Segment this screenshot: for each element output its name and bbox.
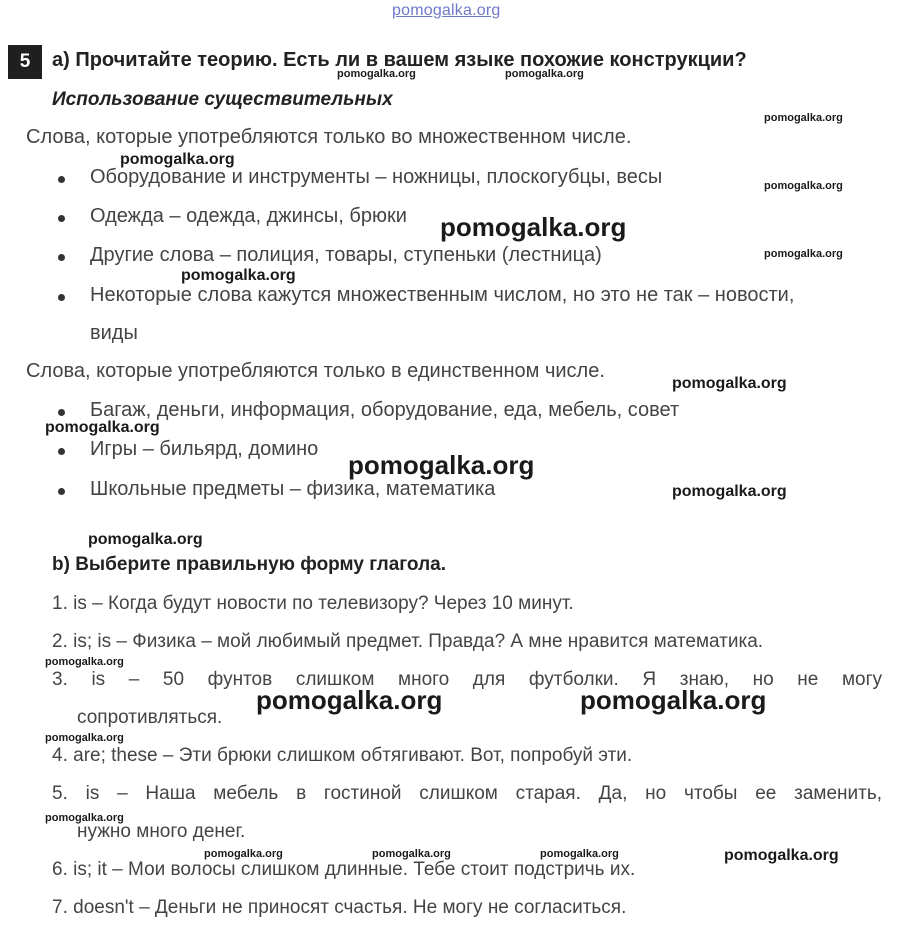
task-b-title: b) Выберите правильную форму глагола. [52, 554, 446, 575]
plural-item-2: Одежда – одежда, джинсы, брюки [90, 205, 407, 227]
watermark: pomogalka.org [204, 848, 283, 860]
plural-item-4-cont: виды [90, 322, 138, 344]
watermark: pomogalka.org [372, 848, 451, 860]
watermark: pomogalka.org [672, 483, 787, 500]
watermark: pomogalka.org [672, 375, 787, 392]
watermark: pomogalka.org [724, 847, 839, 864]
watermark: pomogalka.org [505, 68, 584, 80]
watermark: pomogalka.org [764, 112, 843, 124]
watermark: pomogalka.org [181, 267, 296, 284]
answer-5-cont: нужно много денег. [77, 821, 246, 842]
answer-3-cont: сопротивляться. [77, 707, 223, 728]
section-subheading: Использование существительных [52, 89, 393, 110]
watermark: pomogalka.org [764, 248, 843, 260]
task-a-title: а) Прочитайте теорию. Есть ли в вашем языке похожие конструкции? [52, 49, 747, 71]
watermark: pomogalka.org [540, 848, 619, 860]
answer-3: 3. is – 50 фунтов слишком много для футболки. Я знаю, но не могу [52, 669, 882, 690]
singular-intro: Слова, которые употребляются только в единственном числе. [26, 360, 605, 382]
watermark: pomogalka.org [440, 212, 627, 242]
watermark: pomogalka.org [764, 180, 843, 192]
watermark: pomogalka.org [45, 812, 124, 824]
watermark: pomogalka.org [88, 531, 203, 548]
watermark: pomogalka.org [337, 68, 416, 80]
singular-item-1: Багаж, деньги, информация, оборудование, еда, мебель, совет [90, 399, 680, 421]
singular-item-3: Школьные предметы – физика, математика [90, 478, 496, 500]
watermark: pomogalka.org [256, 685, 443, 715]
task-number-badge: 5 [8, 45, 42, 79]
answer-5: 5. is – Наша мебель в гостиной слишком старая. Да, но чтобы ее заменить, [52, 783, 882, 804]
answer-1: 1. is – Когда будут новости по телевизору? Через 10 минут. [52, 593, 574, 614]
site-link[interactable]: pomogalka.org [392, 2, 501, 19]
answer-4: 4. are; these – Эти брюки слишком обтягивают. Вот, попробуй эти. [52, 745, 633, 766]
plural-intro: Слова, которые употребляются только во множественном числе. [26, 126, 632, 148]
watermark: pomogalka.org [45, 656, 124, 668]
watermark: pomogalka.org [348, 450, 535, 480]
plural-item-4: Некоторые слова кажутся множественным числом, но это не так – новости, [90, 284, 795, 306]
plural-item-1: Оборудование и инструменты – ножницы, плоскогубцы, весы [90, 166, 663, 188]
answer-6: 6. is; it – Мои волосы слишком длинные. Тебе стоит подстричь их. [52, 859, 636, 880]
singular-item-2: Игры – бильярд, домино [90, 438, 319, 460]
watermark: pomogalka.org [120, 151, 235, 168]
plural-item-3: Другие слова – полиция, товары, ступеньки (лестница) [90, 244, 602, 266]
watermark: pomogalka.org [580, 685, 767, 715]
answer-2: 2. is; is – Физика – мой любимый предмет. Правда? А мне нравится математика. [52, 631, 764, 652]
answer-7: 7. doesn't – Деньги не приносят счастья. Не могу не согласиться. [52, 897, 627, 918]
watermark: pomogalka.org [45, 419, 160, 436]
watermark: pomogalka.org [45, 732, 124, 744]
